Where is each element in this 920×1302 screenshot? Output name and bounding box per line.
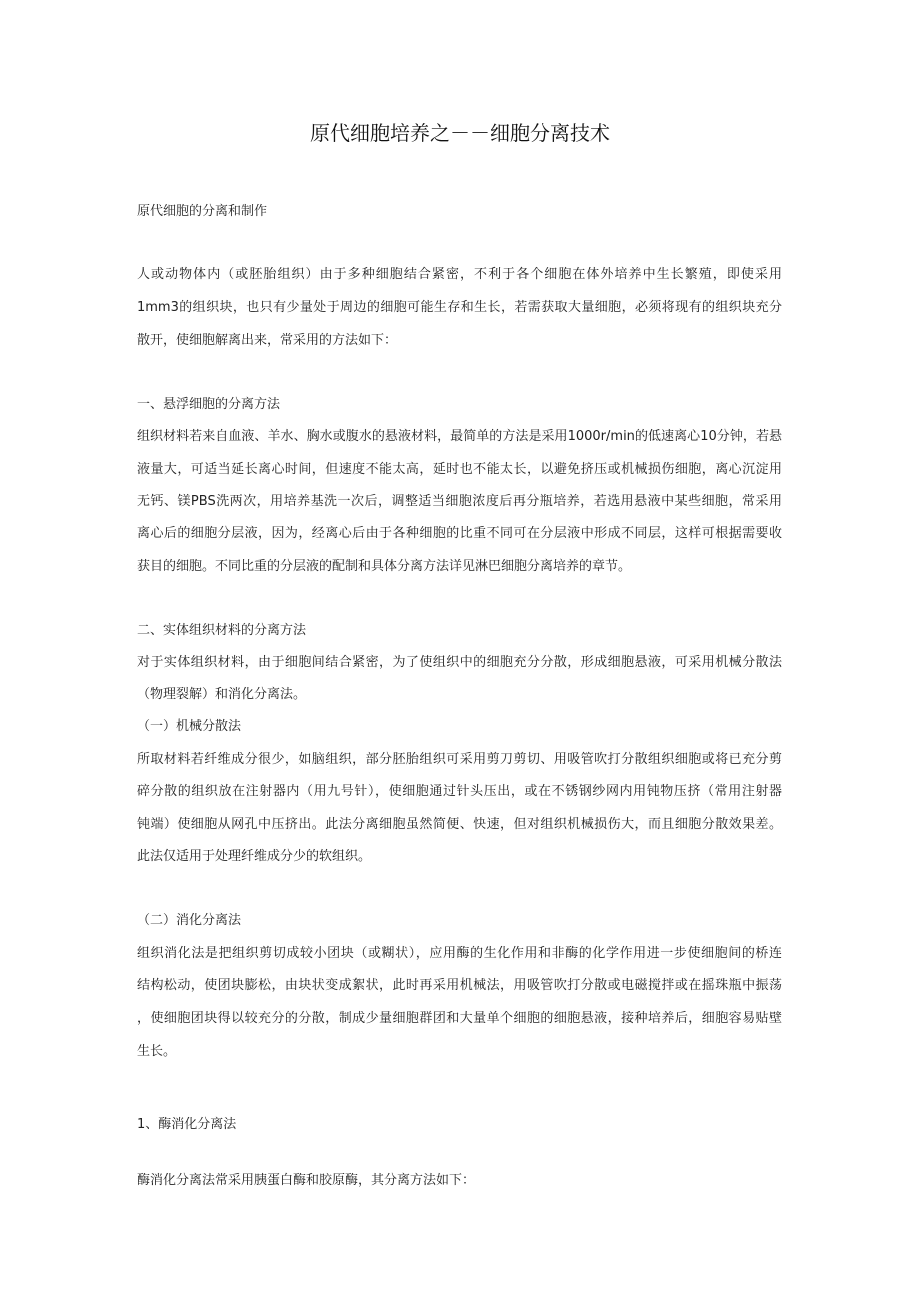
section1-line: 无钙、镁PBS洗两次，用培养基洗一次后，调整适当细胞浓度后再分瓶培养，若选用悬液中某些细胞，常采用 bbox=[137, 494, 782, 509]
section2-line: 对于实体组织材料，由于细胞间结合紧密，为了使组织中的细胞充分分散，形成细胞悬液，可采用机械分散法 bbox=[137, 655, 782, 670]
section1-line: 组织材料若来自血液、羊水、胸水或腹水的悬液材料，最简单的方法是采用1000r/min的低速离心10分钟，若悬 bbox=[137, 429, 782, 444]
sub1-line: 所取材料若纤维成分很少，如脑组织，部分胚胎组织可采用剪刀剪切、用吸管吹打分散组织细胞或将已充分剪 bbox=[137, 752, 782, 767]
item1-line: 酶消化分离法常采用胰蛋白酶和胶原酶，其分离方法如下： bbox=[137, 1173, 476, 1188]
section1-line: 液量大，可适当延长离心时间，但速度不能太高，延时也不能太长，以避免挤压或机械损伤细胞，离心沉淀用 bbox=[137, 462, 782, 477]
sub1-line: 钝端）使细胞从网孔中压挤出。此法分离细胞虽然简便、快速，但对组织机械损伤大，而且细胞分散效果差。 bbox=[137, 817, 782, 832]
sub1-line: 此法仅适用于处理纤维成分少的软组织。 bbox=[137, 849, 372, 864]
intro-line: 散开，使细胞解离出来，常采用的方法如下： bbox=[137, 333, 398, 348]
sub2-line: 生长。 bbox=[137, 1044, 177, 1059]
section1-line: 获目的细胞。不同比重的分层液的配制和具体分离方法详见淋巴细胞分离培养的章节。 bbox=[137, 559, 632, 574]
section2-heading: 二、实体组织材料的分离方法 bbox=[137, 623, 307, 638]
sub1-heading: （一）机械分散法 bbox=[137, 719, 242, 734]
sub1-line: 碎分散的组织放在注射器内（用九号针），使细胞通过针头压出，或在不锈钢纱网内用钝物压挤（常用注射器 bbox=[137, 784, 782, 799]
subtitle: 原代细胞的分离和制作 bbox=[137, 204, 268, 219]
intro-line: 1mm3的组织块，也只有少量处于周边的细胞可能生存和生长，若需获取大量细胞，必须将现有的组织块充分 bbox=[137, 300, 782, 315]
intro-line: 人或动物体内（或胚胎组织）由于多种细胞结合紧密，不利于各个细胞在体外培养中生长繁殖，即使采用 bbox=[137, 267, 782, 282]
sub2-line: 结构松动，使团块膨松，由块状变成絮状，此时再采用机械法，用吸管吹打分散或电磁搅拌或在摇珠瓶中振荡 bbox=[137, 978, 782, 993]
section2-line: （物理裂解）和消化分离法。 bbox=[137, 687, 307, 702]
sub2-line: ，使细胞团块得以较充分的分散，制成少量细胞群团和大量单个细胞的细胞悬液，接种培养后，细胞容易贴壁 bbox=[137, 1011, 782, 1026]
sub2-line: 组织消化法是把组织剪切成较小团块（或糊状），应用酶的生化作用和非酶的化学作用进一步使细胞间的桥连 bbox=[137, 946, 782, 961]
page-title: 原代细胞培养之－－细胞分离技术 bbox=[310, 121, 610, 145]
section1-heading: 一、悬浮细胞的分离方法 bbox=[137, 397, 281, 412]
sub2-heading: （二）消化分离法 bbox=[137, 913, 242, 928]
section1-line: 离心后的细胞分层液，因为，经离心后由于各种细胞的比重不同可在分层液中形成不同层，这样可根据需要收 bbox=[137, 526, 782, 541]
item1-heading: 1、酶消化分离法 bbox=[137, 1117, 237, 1132]
